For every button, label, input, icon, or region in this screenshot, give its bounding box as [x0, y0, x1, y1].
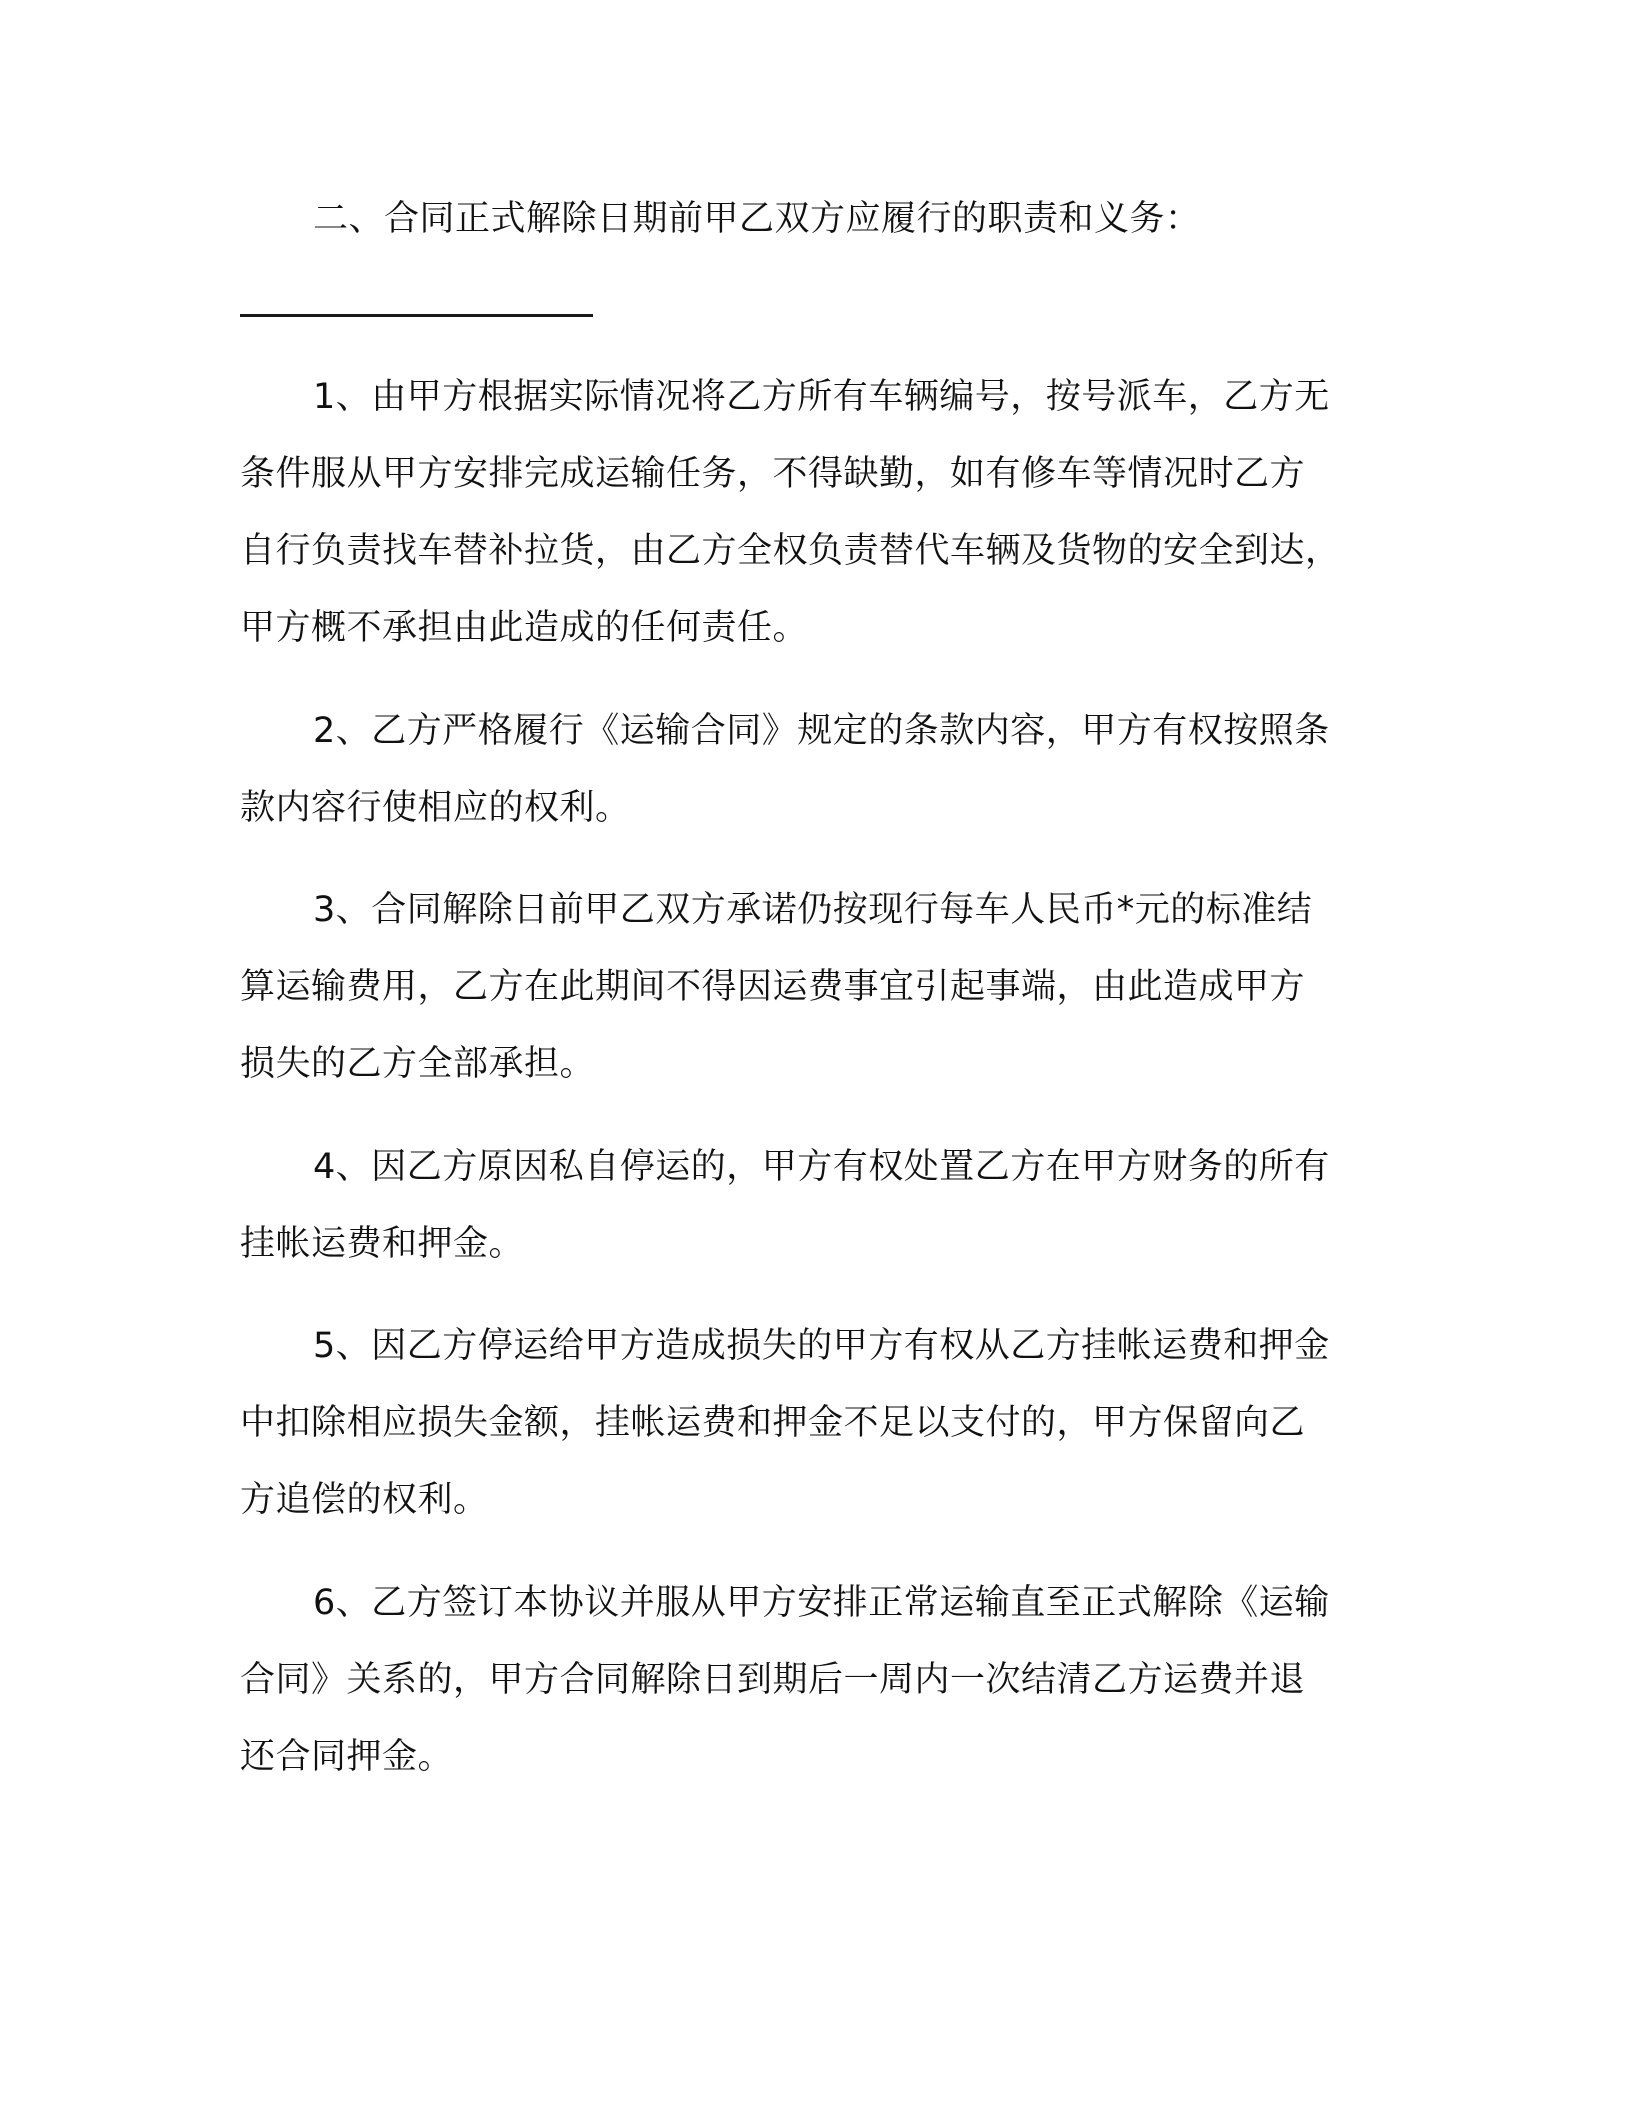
clause-line: 方追偿的权利。	[240, 1480, 489, 1520]
clause-line: 中扣除相应损失金额，挂帐运费和押金不足以支付的，甲方保留向乙	[240, 1403, 1306, 1443]
clause-line: 3、合同解除日前甲乙双方承诺仍按现行每车人民币*元的标准结	[313, 890, 1313, 930]
section-heading: 二、合同正式解除日期前甲乙双方应履行的职责和义务：	[313, 199, 1201, 239]
clause-line: 2、乙方严格履行《运输合同》规定的条款内容，甲方有权按照条	[313, 711, 1330, 751]
clause-line: 自行负责找车替补拉货，由乙方全权负责替代车辆及货物的安全到达，	[240, 531, 1341, 571]
clause-line: 损失的乙方全部承担。	[240, 1044, 596, 1084]
clause-line: 条件服从甲方安排完成运输任务，不得缺勤，如有修车等情况时乙方	[240, 454, 1306, 494]
clause-line: 1、由甲方根据实际情况将乙方所有车辆编号，按号派车，乙方无	[313, 377, 1330, 417]
clause-line: 合同》关系的，甲方合同解除日到期后一周内一次结清乙方运费并退	[240, 1660, 1306, 1700]
clause-line: 6、乙方签订本协议并服从甲方安排正常运输直至正式解除《运输	[313, 1583, 1330, 1623]
clause-line: 5、因乙方停运给甲方造成损失的甲方有权从乙方挂帐运费和押金	[313, 1326, 1330, 1366]
clause-line: 4、因乙方原因私自停运的，甲方有权处置乙方在甲方财务的所有	[313, 1147, 1330, 1187]
clause-line: 还合同押金。	[240, 1737, 454, 1777]
blank-underline	[240, 314, 593, 317]
clause-line: 算运输费用，乙方在此期间不得因运费事宜引起事端，由此造成甲方	[240, 967, 1306, 1007]
clause-line: 甲方概不承担由此造成的任何责任。	[240, 608, 809, 648]
clause-line: 挂帐运费和押金。	[240, 1224, 525, 1264]
clause-line: 款内容行使相应的权利。	[240, 788, 631, 828]
